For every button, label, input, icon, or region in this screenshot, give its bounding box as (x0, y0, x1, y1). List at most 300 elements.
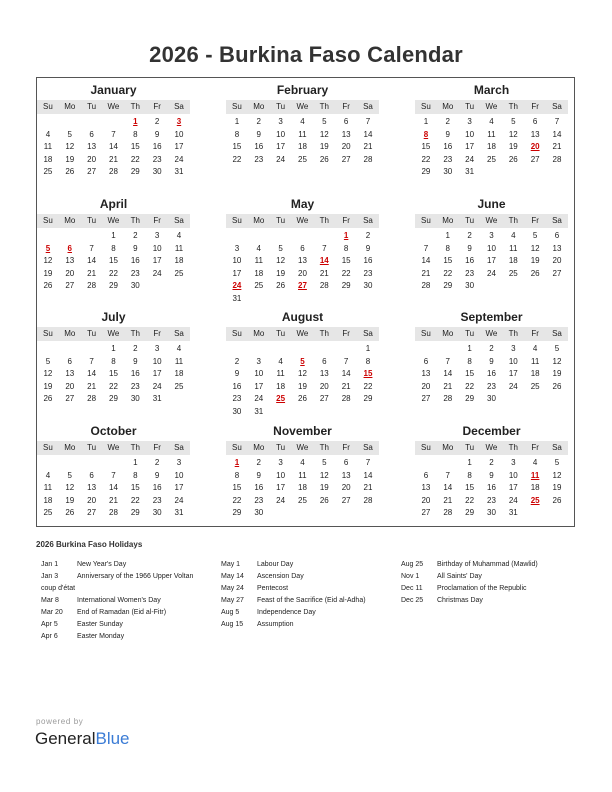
day-cell (415, 230, 437, 243)
day-cell: 28 (443, 394, 453, 403)
day-cell: 19 (530, 256, 540, 265)
weekday-label: Tu (87, 329, 97, 338)
day-cell: 20 (421, 381, 431, 391)
day-cell: 6 (89, 470, 94, 480)
day-cell: 15 (465, 369, 475, 378)
day-cell: 28 (363, 154, 373, 164)
day-cell: 17 (487, 256, 496, 265)
day-cell: 18 (508, 256, 518, 265)
day-cell: 11 (530, 356, 540, 366)
holiday-date: Apr 6 (41, 633, 58, 640)
day-cell: 14 (363, 129, 373, 139)
week-row (37, 507, 190, 520)
day-cell: 24 (174, 495, 184, 505)
day-cell: 13 (341, 129, 351, 139)
day-cell: 18 (254, 268, 264, 278)
weekday-label: Tu (87, 216, 97, 225)
day-cell (292, 406, 314, 419)
week-row (37, 243, 190, 256)
day-cell: 23 (254, 495, 264, 505)
day-cell: 27 (421, 394, 431, 403)
day-cell: 11 (174, 243, 184, 253)
day-cell: 16 (443, 142, 453, 151)
day-cell: 6 (67, 356, 72, 366)
day-cell: 10 (152, 356, 162, 366)
day-cell: 20 (341, 483, 351, 492)
day-cell: 24 (508, 381, 518, 391)
day-cell (546, 507, 568, 520)
week-row (226, 393, 379, 406)
day-cell: 8 (234, 129, 240, 139)
weekday-label: Mo (64, 102, 76, 111)
day-cell (524, 393, 546, 406)
week-row (415, 255, 568, 268)
weekday-label: Fr (531, 329, 539, 338)
day-cell: 25 (298, 154, 307, 164)
weekday-label: Mo (442, 443, 454, 452)
day-cell: 5 (278, 243, 283, 253)
day-cell: 12 (508, 129, 518, 139)
day-cell: 28 (341, 394, 351, 403)
weekday-label: Su (421, 102, 431, 111)
page-title: 2026 - Burkina Faso Calendar (149, 42, 463, 67)
day-cell: 29 (109, 394, 118, 403)
day-cell: 14 (109, 142, 118, 151)
holiday-name-continued: coup d'état (41, 585, 76, 592)
week-row (415, 470, 568, 483)
weekday-label: Tu (465, 329, 475, 338)
day-cell (415, 457, 437, 470)
week-row (226, 507, 379, 520)
day-cell: 2 (365, 231, 371, 240)
day-cell: 20 (65, 381, 75, 391)
day-cell: 18 (487, 142, 496, 151)
weekday-label: Fr (153, 216, 161, 225)
day-cell: 17 (152, 256, 162, 265)
holiday-day-cell: 6 (67, 243, 72, 253)
holiday-name: Ascension Day (257, 573, 304, 580)
month-name: April (99, 197, 128, 211)
day-cell (546, 393, 568, 406)
day-cell: 26 (43, 394, 53, 403)
day-cell: 2 (154, 117, 160, 126)
day-cell: 30 (363, 281, 373, 290)
day-cell: 8 (365, 356, 371, 366)
day-cell (270, 507, 292, 520)
holiday-date: Aug 5 (221, 609, 240, 616)
day-cell (59, 230, 81, 243)
day-cell: 23 (487, 381, 496, 391)
day-cell: 22 (363, 381, 373, 391)
day-cell: 8 (111, 356, 116, 366)
week-row (415, 482, 568, 495)
calendar-grid (36, 77, 575, 527)
weekday-header (415, 214, 568, 228)
day-cell: 2 (133, 344, 138, 353)
day-cell: 14 (443, 369, 453, 378)
day-cell: 19 (319, 483, 329, 492)
week-row (226, 141, 379, 154)
day-cell: 16 (363, 256, 373, 265)
holiday-date: Jan 1 (41, 561, 59, 568)
day-cell: 9 (256, 129, 261, 139)
holiday-day-cell: 5 (45, 243, 51, 253)
day-cell: 26 (276, 281, 286, 290)
holiday-day-cell: 1 (133, 117, 138, 126)
day-cell: 6 (554, 231, 560, 240)
day-cell: 12 (319, 129, 329, 139)
holiday-day-cell: 1 (234, 458, 240, 467)
weekday-label: We (107, 102, 120, 111)
day-cell: 4 (278, 356, 283, 366)
week-row (226, 268, 379, 281)
day-cell: 3 (467, 117, 472, 126)
day-cell: 19 (65, 495, 75, 505)
holidays-heading: 2026 Burkina Faso Holidays (36, 540, 143, 549)
day-cell: 2 (256, 458, 261, 467)
month-name: December (462, 424, 521, 438)
day-cell: 12 (530, 243, 540, 253)
day-cell: 23 (363, 268, 373, 278)
day-cell: 17 (276, 483, 286, 492)
week-row (37, 166, 190, 179)
day-cell: 28 (552, 154, 562, 164)
day-cell: 27 (552, 268, 562, 278)
day-cell: 1 (445, 231, 450, 240)
week-row (37, 393, 190, 406)
day-cell (226, 343, 248, 356)
day-cell: 25 (254, 281, 264, 290)
day-cell: 26 (65, 508, 75, 517)
week-row (415, 368, 568, 381)
day-cell: 22 (130, 154, 140, 164)
day-cell: 11 (254, 256, 263, 265)
day-cell (248, 293, 270, 306)
day-cell (81, 116, 103, 129)
holiday-date: Aug 25 (401, 561, 424, 568)
weekday-label: Fr (531, 216, 539, 225)
day-cell: 29 (465, 394, 475, 403)
week-row (226, 255, 379, 268)
weekday-label: Sa (552, 443, 562, 452)
holiday-day-cell: 5 (300, 356, 305, 366)
day-cell: 28 (319, 281, 329, 290)
week-row (37, 381, 190, 394)
week-row (37, 356, 190, 369)
day-cell: 15 (421, 142, 431, 151)
day-cell: 10 (174, 470, 184, 480)
day-cell: 3 (176, 458, 182, 467)
holiday-name: Proclamation of the Republic (437, 585, 527, 592)
day-cell (103, 116, 125, 129)
day-cell: 31 (232, 293, 242, 303)
day-cell: 19 (43, 268, 53, 278)
day-cell: 6 (532, 117, 538, 126)
weekday-label: Su (421, 443, 431, 452)
day-cell: 18 (530, 369, 540, 378)
day-cell: 21 (421, 268, 431, 278)
day-cell: 15 (130, 483, 140, 492)
day-cell: 26 (508, 154, 518, 164)
day-cell: 6 (343, 117, 349, 126)
day-cell: 11 (174, 356, 184, 366)
weekday-label: Th (130, 329, 140, 338)
day-cell: 5 (554, 458, 560, 467)
day-cell: 31 (254, 406, 264, 416)
day-cell: 10 (276, 129, 286, 139)
holiday-name: Easter Sunday (77, 621, 123, 628)
day-cell: 15 (341, 256, 351, 265)
day-cell: 14 (363, 470, 373, 480)
week-row (226, 293, 379, 306)
holiday-name: Pentecost (257, 585, 289, 592)
day-cell: 7 (423, 243, 429, 253)
day-cell: 18 (298, 483, 307, 492)
week-row (37, 470, 190, 483)
day-cell: 16 (487, 483, 496, 492)
day-cell: 31 (152, 394, 162, 403)
day-cell (313, 293, 335, 306)
weekday-label: Fr (153, 329, 161, 338)
day-cell: 13 (341, 470, 351, 480)
day-cell: 22 (130, 495, 140, 505)
weekday-label: Th (319, 443, 329, 452)
day-cell: 7 (322, 243, 327, 253)
day-cell: 10 (508, 356, 518, 366)
day-cell (59, 116, 81, 129)
day-cell: 24 (276, 495, 286, 505)
day-cell: 5 (322, 458, 327, 467)
weekday-label: Tu (276, 443, 286, 452)
day-cell: 10 (276, 470, 286, 480)
day-cell (270, 343, 292, 356)
day-cell: 30 (232, 406, 242, 416)
day-cell: 23 (130, 381, 140, 391)
weekday-label: Fr (342, 216, 350, 225)
weekday-label: Sa (363, 216, 373, 225)
day-cell: 27 (65, 394, 75, 403)
day-cell: 2 (154, 458, 160, 467)
week-row (37, 343, 190, 356)
day-cell (502, 280, 524, 293)
weekday-label: We (296, 443, 309, 452)
day-cell (168, 393, 190, 406)
weekday-label: Su (232, 102, 242, 111)
day-cell: 26 (319, 495, 329, 505)
day-cell: 22 (232, 154, 242, 164)
weekday-label: Sa (552, 102, 562, 111)
holiday-date: Dec 25 (401, 597, 424, 604)
day-cell: 31 (508, 508, 518, 517)
week-row (37, 129, 190, 142)
holiday-day-cell: 25 (530, 495, 540, 505)
day-cell (524, 507, 546, 520)
holiday-date: May 1 (221, 561, 241, 568)
weekday-header (37, 327, 190, 341)
day-cell: 5 (45, 356, 51, 366)
day-cell: 25 (43, 508, 53, 517)
weekday-label: We (107, 443, 120, 452)
day-cell: 24 (508, 495, 518, 505)
week-row (415, 154, 568, 167)
holiday-day-cell: 20 (530, 142, 540, 151)
week-row (415, 129, 568, 142)
holiday-name: Christmas Day (437, 597, 483, 604)
day-cell: 9 (365, 243, 371, 253)
day-cell (357, 507, 379, 520)
week-row (37, 495, 190, 508)
day-cell: 29 (109, 281, 118, 290)
day-cell: 7 (89, 356, 94, 366)
day-cell (146, 280, 168, 293)
week-row (37, 230, 190, 243)
week-row (415, 343, 568, 356)
day-cell: 7 (554, 117, 560, 126)
day-cell: 30 (487, 508, 496, 517)
day-cell: 20 (421, 495, 431, 505)
day-cell: 27 (65, 281, 75, 290)
day-cell: 26 (319, 154, 329, 164)
day-cell: 3 (256, 356, 261, 366)
weekday-header (37, 441, 190, 455)
holiday-date: May 27 (221, 597, 244, 604)
holiday-date: Mar 20 (41, 609, 63, 616)
day-cell: 5 (532, 231, 538, 240)
week-row (415, 243, 568, 256)
day-cell: 9 (467, 243, 472, 253)
day-cell: 29 (421, 167, 431, 176)
day-cell: 20 (341, 142, 351, 151)
day-cell: 18 (174, 256, 184, 265)
day-cell: 16 (487, 369, 496, 378)
day-cell: 8 (234, 470, 240, 480)
week-row (415, 268, 568, 281)
day-cell (248, 230, 270, 243)
day-cell: 18 (174, 369, 184, 378)
generalblue-logo[interactable] (35, 729, 130, 749)
day-cell: 9 (489, 470, 494, 480)
day-cell: 18 (276, 381, 286, 391)
day-cell: 10 (232, 256, 242, 265)
day-cell: 1 (423, 117, 429, 126)
day-cell: 2 (133, 231, 138, 240)
day-cell: 15 (130, 142, 140, 151)
day-cell: 25 (174, 381, 184, 391)
day-cell: 24 (465, 154, 475, 164)
day-cell: 3 (234, 243, 240, 253)
weekday-label: Th (319, 216, 329, 225)
day-cell: 29 (465, 508, 475, 517)
day-cell: 17 (174, 142, 184, 151)
holiday-day-cell: 1 (343, 231, 349, 240)
day-cell: 31 (174, 508, 184, 517)
day-cell: 23 (254, 154, 264, 164)
day-cell: 4 (300, 458, 305, 467)
week-row (226, 470, 379, 483)
holiday-name: International Women's Day (77, 597, 161, 604)
day-cell: 22 (341, 268, 351, 278)
week-row (226, 230, 379, 243)
day-cell: 4 (176, 231, 182, 240)
day-cell: 19 (43, 381, 53, 391)
day-cell (524, 166, 546, 179)
day-cell (292, 230, 314, 243)
day-cell: 8 (133, 470, 138, 480)
day-cell: 16 (152, 483, 162, 492)
day-cell: 12 (65, 142, 75, 151)
day-cell (37, 116, 59, 129)
weekday-label: Su (232, 216, 242, 225)
day-cell (313, 406, 335, 419)
month-name: November (273, 424, 332, 438)
day-cell: 4 (176, 344, 182, 353)
day-cell: 24 (152, 381, 162, 391)
day-cell: 3 (154, 344, 160, 353)
day-cell (313, 230, 335, 243)
day-cell: 25 (530, 381, 540, 391)
day-cell: 29 (363, 394, 373, 403)
day-cell (546, 166, 568, 179)
week-row (226, 457, 379, 470)
day-cell: 29 (341, 281, 351, 290)
day-cell: 28 (109, 167, 118, 176)
weekday-label: Fr (531, 443, 539, 452)
day-cell: 22 (109, 381, 118, 391)
week-row (226, 116, 379, 129)
day-cell: 3 (154, 231, 160, 240)
month-name: May (290, 197, 315, 211)
day-cell: 4 (256, 243, 261, 253)
week-row (37, 268, 190, 281)
day-cell: 14 (87, 256, 97, 265)
weekday-label: Mo (253, 329, 265, 338)
day-cell (481, 280, 503, 293)
day-cell: 16 (152, 142, 162, 151)
day-cell: 15 (465, 483, 475, 492)
weekday-header (226, 441, 379, 455)
weekday-label: Sa (174, 443, 184, 452)
powered-by-label: powered by (36, 717, 84, 726)
day-cell: 1 (365, 344, 371, 353)
weekday-label: We (485, 102, 498, 111)
weekday-label: Mo (64, 329, 76, 338)
day-cell: 19 (65, 154, 75, 164)
holiday-date: May 14 (221, 573, 244, 580)
day-cell: 30 (465, 281, 475, 290)
day-cell (524, 280, 546, 293)
month-name: September (460, 310, 523, 324)
month-name: August (281, 310, 324, 324)
holiday-date: Jan 3 (41, 573, 59, 580)
day-cell (502, 393, 524, 406)
weekday-label: Th (130, 443, 140, 452)
day-cell: 9 (133, 243, 138, 253)
weekday-label: Tu (87, 102, 97, 111)
day-cell: 7 (89, 243, 94, 253)
day-cell: 3 (489, 231, 494, 240)
week-row (226, 343, 379, 356)
day-cell: 12 (43, 256, 53, 265)
day-cell: 5 (511, 117, 516, 126)
day-cell: 14 (341, 369, 351, 378)
day-cell: 16 (465, 256, 475, 265)
weekday-header (226, 100, 379, 114)
weekday-label: Su (232, 329, 242, 338)
weekday-label: We (296, 216, 309, 225)
day-cell: 29 (232, 508, 242, 517)
day-cell: 11 (298, 470, 307, 480)
day-cell: 23 (152, 495, 162, 505)
